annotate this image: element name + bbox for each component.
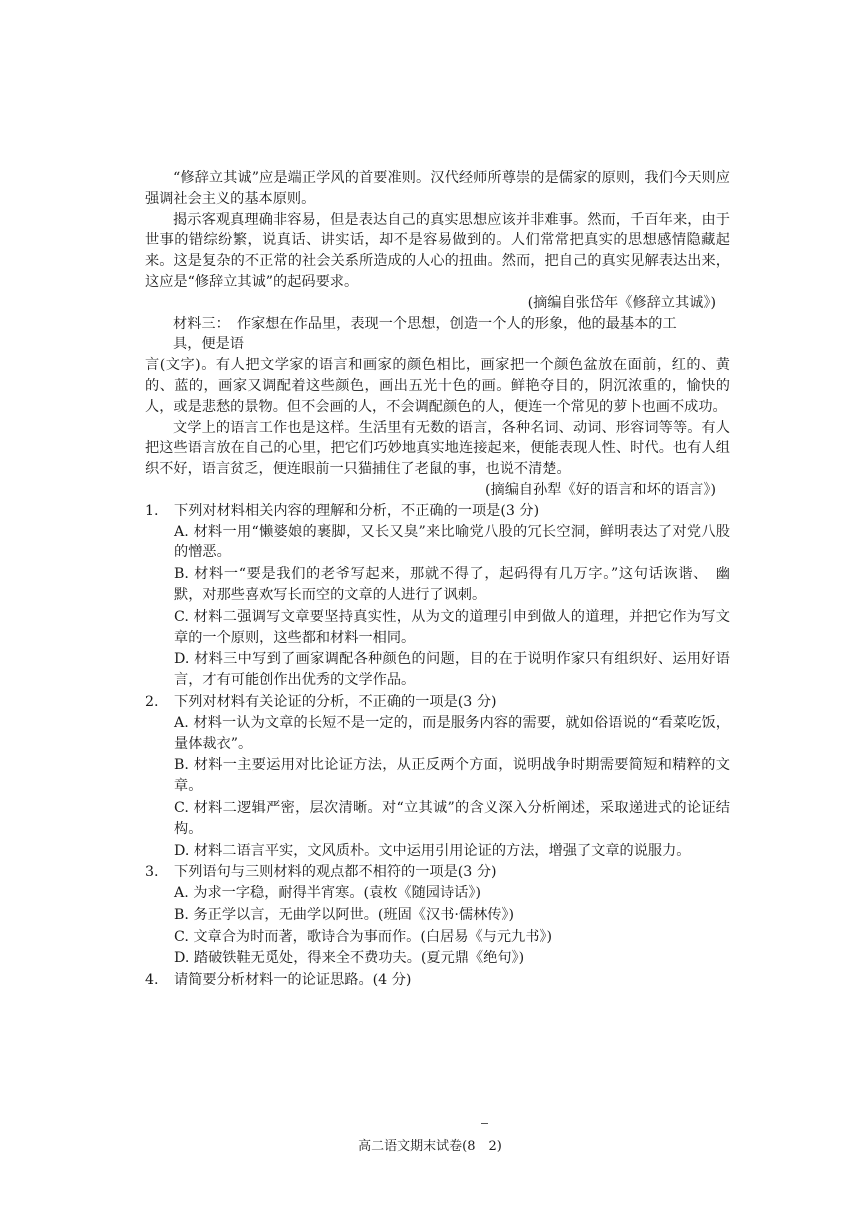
paragraph-material3-2: 文学上的语言工作也是这样。生活里有无数的语言，各种名词、动词、形容词等等。有人把这些语言放在自己的心里，把它们巧妙地真实地连接起来，便能表现人性、时代。也有人组织不好，语言贫乏，便连眼前一只猫捕住了老鼠的事，也说不清楚。 bbox=[145, 419, 730, 478]
answer-option: C. 材料二逻辑严密，层次清晰。对“立其诚”的含义深入分析阐述，采取递进式的论证结构。 bbox=[174, 799, 730, 837]
question-number: 2. bbox=[145, 693, 159, 710]
answer-option: D. 材料二语言平实，文风质朴。文中运用引用论证的方法，增强了文章的说服力。 bbox=[174, 842, 691, 859]
question-3 bbox=[145, 862, 730, 883]
question-2 bbox=[145, 692, 730, 713]
question-1 bbox=[145, 501, 730, 522]
answer-option: B. 材料一“要是我们的老爷写起来，那就不得了，起码得有几万字。”这句话诙谐、 幽默，对那些喜欢写长而空的文章的人进行了讽刺。 bbox=[174, 566, 730, 603]
question-list bbox=[145, 501, 730, 991]
exam-page-body bbox=[145, 168, 730, 991]
answer-option: A. 为求一字稳，耐得半宵寒。(袁枚《随园诗话》) bbox=[174, 885, 481, 902]
page-footer: 高二语文期末试卷(8 2) bbox=[358, 1139, 502, 1154]
question-number: 3. bbox=[145, 864, 159, 881]
paragraph-material2-1: “修辞立其诚”应是端正学风的首要准则。汉代经师所尊崇的是儒家的原则，我们今天则应强调社会主义的基本原则。 bbox=[145, 170, 730, 207]
material3-heading-cont: 具，便是语 bbox=[173, 336, 244, 353]
answer-option: D. 材料三中写到了画家调配各种颜色的问题，目的在于说明作家只有组织好、运用好语言，才有可能创作出优秀的文学作品。 bbox=[174, 651, 730, 689]
answer-option: B. 务正学以言，无曲学以阿世。(班固《汉书·儒林传》) bbox=[174, 906, 515, 923]
answer-option: C. 文章合为时而著，歌诗合为事而作。(白居易《与元九书》) bbox=[174, 928, 553, 945]
source-citation-2: (摘编自孙犁《好的语言和坏的语言》) bbox=[485, 481, 716, 498]
question-number: 4. bbox=[145, 972, 159, 989]
answer-option: C. 材料二强调写文章要坚持真实性，从为文的道理引申到做人的道理，并把它作为写文章的一个原则，这些都和材料一相同。 bbox=[174, 608, 730, 646]
question-stem: 下列语句与三则材料的观点都不相符的一项是(3 分) bbox=[174, 864, 497, 881]
source-citation-1: (摘编自张岱年《修辞立其诚》) bbox=[527, 294, 716, 311]
material3-heading: 材料三： 作家想在作品里，表现一个思想，创造一个人的形象，他的最基本的工 bbox=[173, 315, 677, 332]
question-number: 1. bbox=[145, 502, 159, 519]
paragraph-material2-2: 揭示客观真理确非容易，但是表达自己的真实思想应该并非难事。然而，千百年来，由于世事的错综纷繁，说真话、讲实话，却不是容易做到的。人们常常把真实的思想感情隐藏起来。这是复杂的不正常的社会关系所造成的人心的扭曲。然而，把自己的真实见解表达出来，这应是“修辞立其诚”的起码要求。 bbox=[145, 211, 730, 290]
question-stem: 下列对材料相关内容的理解和分析，不正确的一项是(3 分) bbox=[174, 502, 540, 519]
question-4 bbox=[145, 970, 730, 991]
footer-dash bbox=[481, 1123, 488, 1124]
answer-option: D. 踏破铁鞋无觅处，得来全不费功夫。(夏元鼎《绝句》) bbox=[174, 950, 525, 967]
paragraph-material3-1: 言(文字)。有人把文学家的语言和画家的颜色相比，画家把一个颜色盆放在面前，红的、黄的、蓝的，画家又调配着这些颜色，画出五光十色的画。鲜艳夺目的，阴沉浓重的，愉快的人，或是悲愁的景物。但不会画的人，不会调配颜色的人，便连一个常见的萝卜也画不成功。 bbox=[145, 357, 730, 415]
answer-option: A. 材料一用“懒婆娘的裹脚，又长又臭”来比喻党八股的冗长空洞，鲜明表达了对党八股的憎恶。 bbox=[174, 523, 730, 561]
question-stem: 请简要分析材料一的论证思路。(4 分) bbox=[174, 972, 412, 989]
answer-option: B. 材料一主要运用对比论证方法，从正反两个方面，说明战争时期需要简短和精粹的文章。 bbox=[174, 757, 730, 795]
question-stem: 下列对材料有关论证的分析，不正确的一项是(3 分) bbox=[174, 693, 497, 710]
answer-option: A. 材料一认为文章的长短不是一定的，而是服务内容的需要，就如俗语说的“看菜吃饭，量体裁衣”。 bbox=[174, 714, 730, 752]
